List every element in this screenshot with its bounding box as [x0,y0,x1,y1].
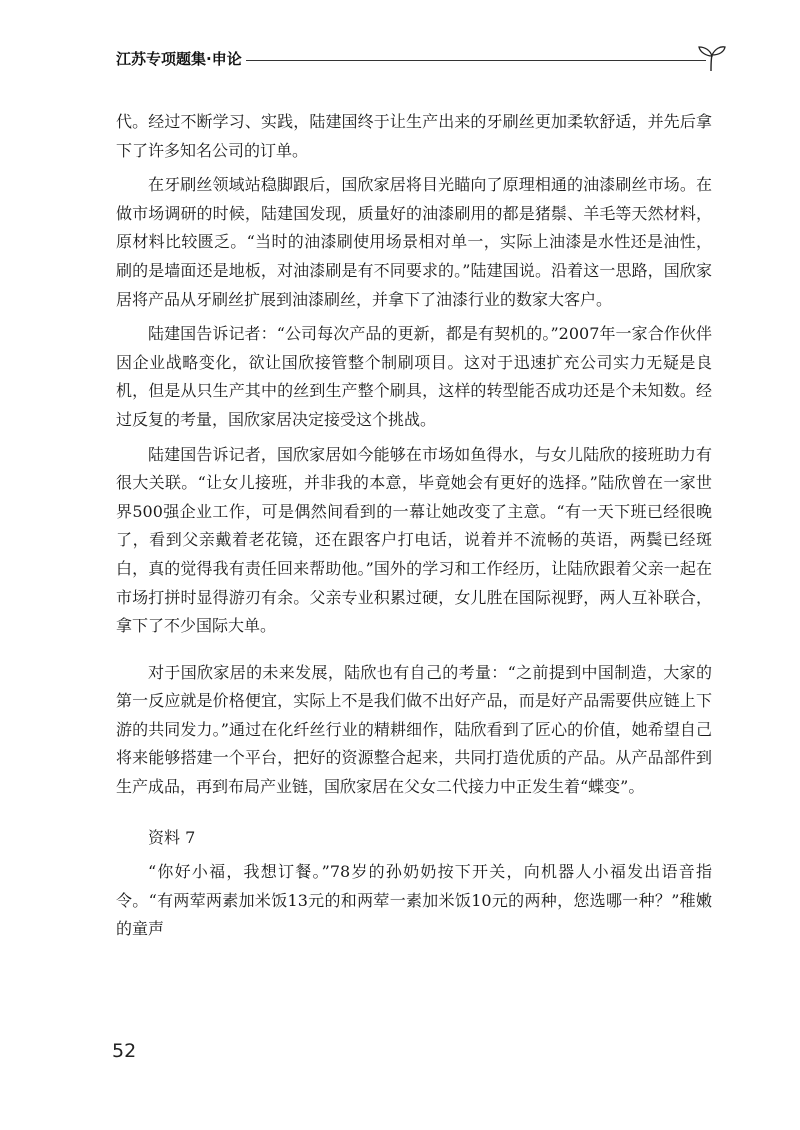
paragraph: 在牙刷丝领域站稳脚跟后，国欣家居将目光瞄向了原理相通的油漆刷丝市场。在做市场调研的时候，陆建国发现，质量好的油漆刷用的都是猪鬃、羊毛等天然材料，原材料比较匮乏。“当时的油漆刷使用场景相对单一，实际上油漆是水性还是油性，刷的是墙面还是地板，对油漆刷是有不同要求的。”陆建国说。沿着这一思路，国欣家居将产品从牙刷丝扩展到油漆刷丝，并拿下了油漆行业的数家大客户。 [116,175,712,309]
paragraph: “你好小福，我想订餐。”78岁的孙奶奶按下开关，向机器人小福发出语音指令。“有两荤两素加米饭13元的和两荤一素加米饭10元的两种，您选哪一种？”稚嫩的童声 [116,862,712,939]
article-body [116,108,712,944]
running-header [96,44,736,74]
paragraph: 对于国欣家居的未来发展，陆欣也有自己的考量：“之前提到中国制造，大家的第一反应就是价格便宜，实际上不是我们做不出好产品，而是好产品需要供应链上下游的共同发力。”通过在化纤丝行业的精耕细作，陆欣看到了匠心的价值，她希望自己将来能够搭建一个平台，把好的资源整合起来，共同打造优质的产品。从产品部件到生产成品，再到布局产业链，国欣家居在父女二代接力中正发生着“蝶变”。 [116,662,712,797]
paragraph: 陆建国告诉记者，国欣家居如今能够在市场如鱼得水，与女儿陆欣的接班助力有很大关联。“让女儿接班，并非我的本意，毕竟她会有更好的选择。”陆欣曾在一家世界500强企业工作，可是偶然间看到的一幕让她改变了主意。“有一天下班已经很晚了，看到父亲戴着老花镜，还在跟客户打电话，说着并不流畅的英语，两鬓已经斑白，真的觉得我有责任回来帮助他。”国外的学习和工作经历，让陆欣跟着父亲一起在市场打拼时显得游刃有余。父亲专业积累过硬，女儿胜在国际视野，两人互补联合，拿下了不少国际大单。 [116,444,712,636]
page-number: 52 [112,1040,137,1062]
sprout-icon [694,44,728,72]
paragraph: 陆建国告诉记者：“公司每次产品的更新，都是有契机的。”2007年一家合作伙伴因企业战略变化，欲让国欣接管整个制刷项目。这对于迅速扩充公司实力无疑是良机，但是从只生产其中的丝到生产整个刷具，这样的转型能否成功还是个未知数。经过反复的考量，国欣家居决定接受这个挑战。 [116,324,712,429]
section-heading: 资料 7 [148,827,196,847]
header-rule [246,60,706,61]
paragraph-continued: 代。经过不断学习、实践，陆建国终于让生产出来的牙刷丝更加柔软舒适，并先后拿下了许多知名公司的订单。 [116,112,712,160]
book-title: 江苏专项题集·申论 [116,50,242,68]
